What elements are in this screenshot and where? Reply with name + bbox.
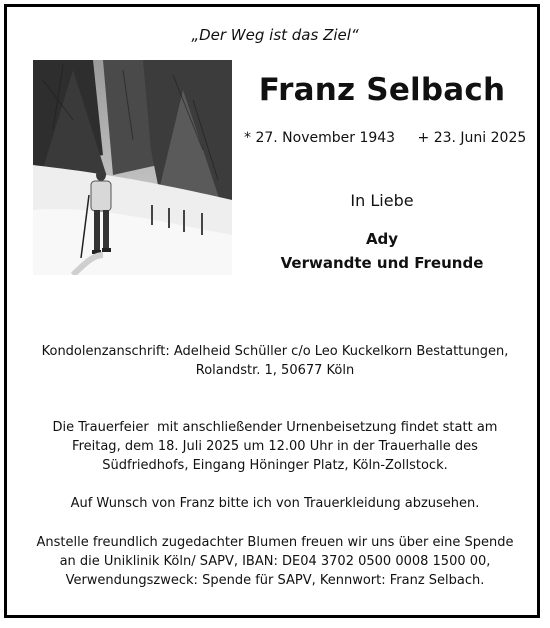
mourner-line: Verwandte und Freunde (280, 254, 484, 272)
donation-line: an die Uniklinik Köln/ SAPV, IBAN: DE04 3702 0500 0008 1500 00, (59, 554, 491, 569)
donation-line: Verwendungszweck: Spende für SAPV, Kennwort: Franz Selbach. (65, 573, 485, 588)
in-love-heading: In Liebe (350, 191, 414, 210)
funeral-ceremony-info (0, 418, 550, 475)
mourner-line: Ady (365, 230, 399, 248)
portrait-photo (33, 60, 232, 275)
snowy-hiker-image (33, 60, 232, 275)
dress-code-note: Auf Wunsch von Franz bitte ich von Trauerkleidung abzusehen. (70, 496, 480, 511)
condolence-line: Kondolenzanschrift: Adelheid Schüller c/o Leo Kuckelkorn Bestattungen, (41, 344, 509, 359)
ceremony-line: Freitag, dem 18. Juli 2025 um 12.00 Uhr in der Trauerhalle des (72, 439, 478, 454)
death-date: + 23. Juni 2025 (417, 130, 527, 146)
ceremony-line: Die Trauerfeier mit anschließender Urnenbeisetzung findet statt am (52, 420, 498, 435)
birth-date: * 27. November 1943 (244, 130, 396, 146)
donation-info (0, 533, 550, 590)
life-dates (244, 130, 544, 146)
donation-line: Anstelle freundlich zugedachter Blumen freuen wir uns über eine Spende (36, 535, 514, 550)
ceremony-line: Südfriedhofs, Eingang Höninger Platz, Köln-Zollstock. (102, 458, 448, 473)
condolence-address (0, 342, 550, 380)
mourners-list (232, 227, 532, 275)
deceased-name: Franz Selbach (258, 72, 506, 108)
motto: „Der Weg ist das Ziel“ (191, 26, 359, 44)
condolence-line: Rolandstr. 1, 50677 Köln (195, 363, 355, 378)
